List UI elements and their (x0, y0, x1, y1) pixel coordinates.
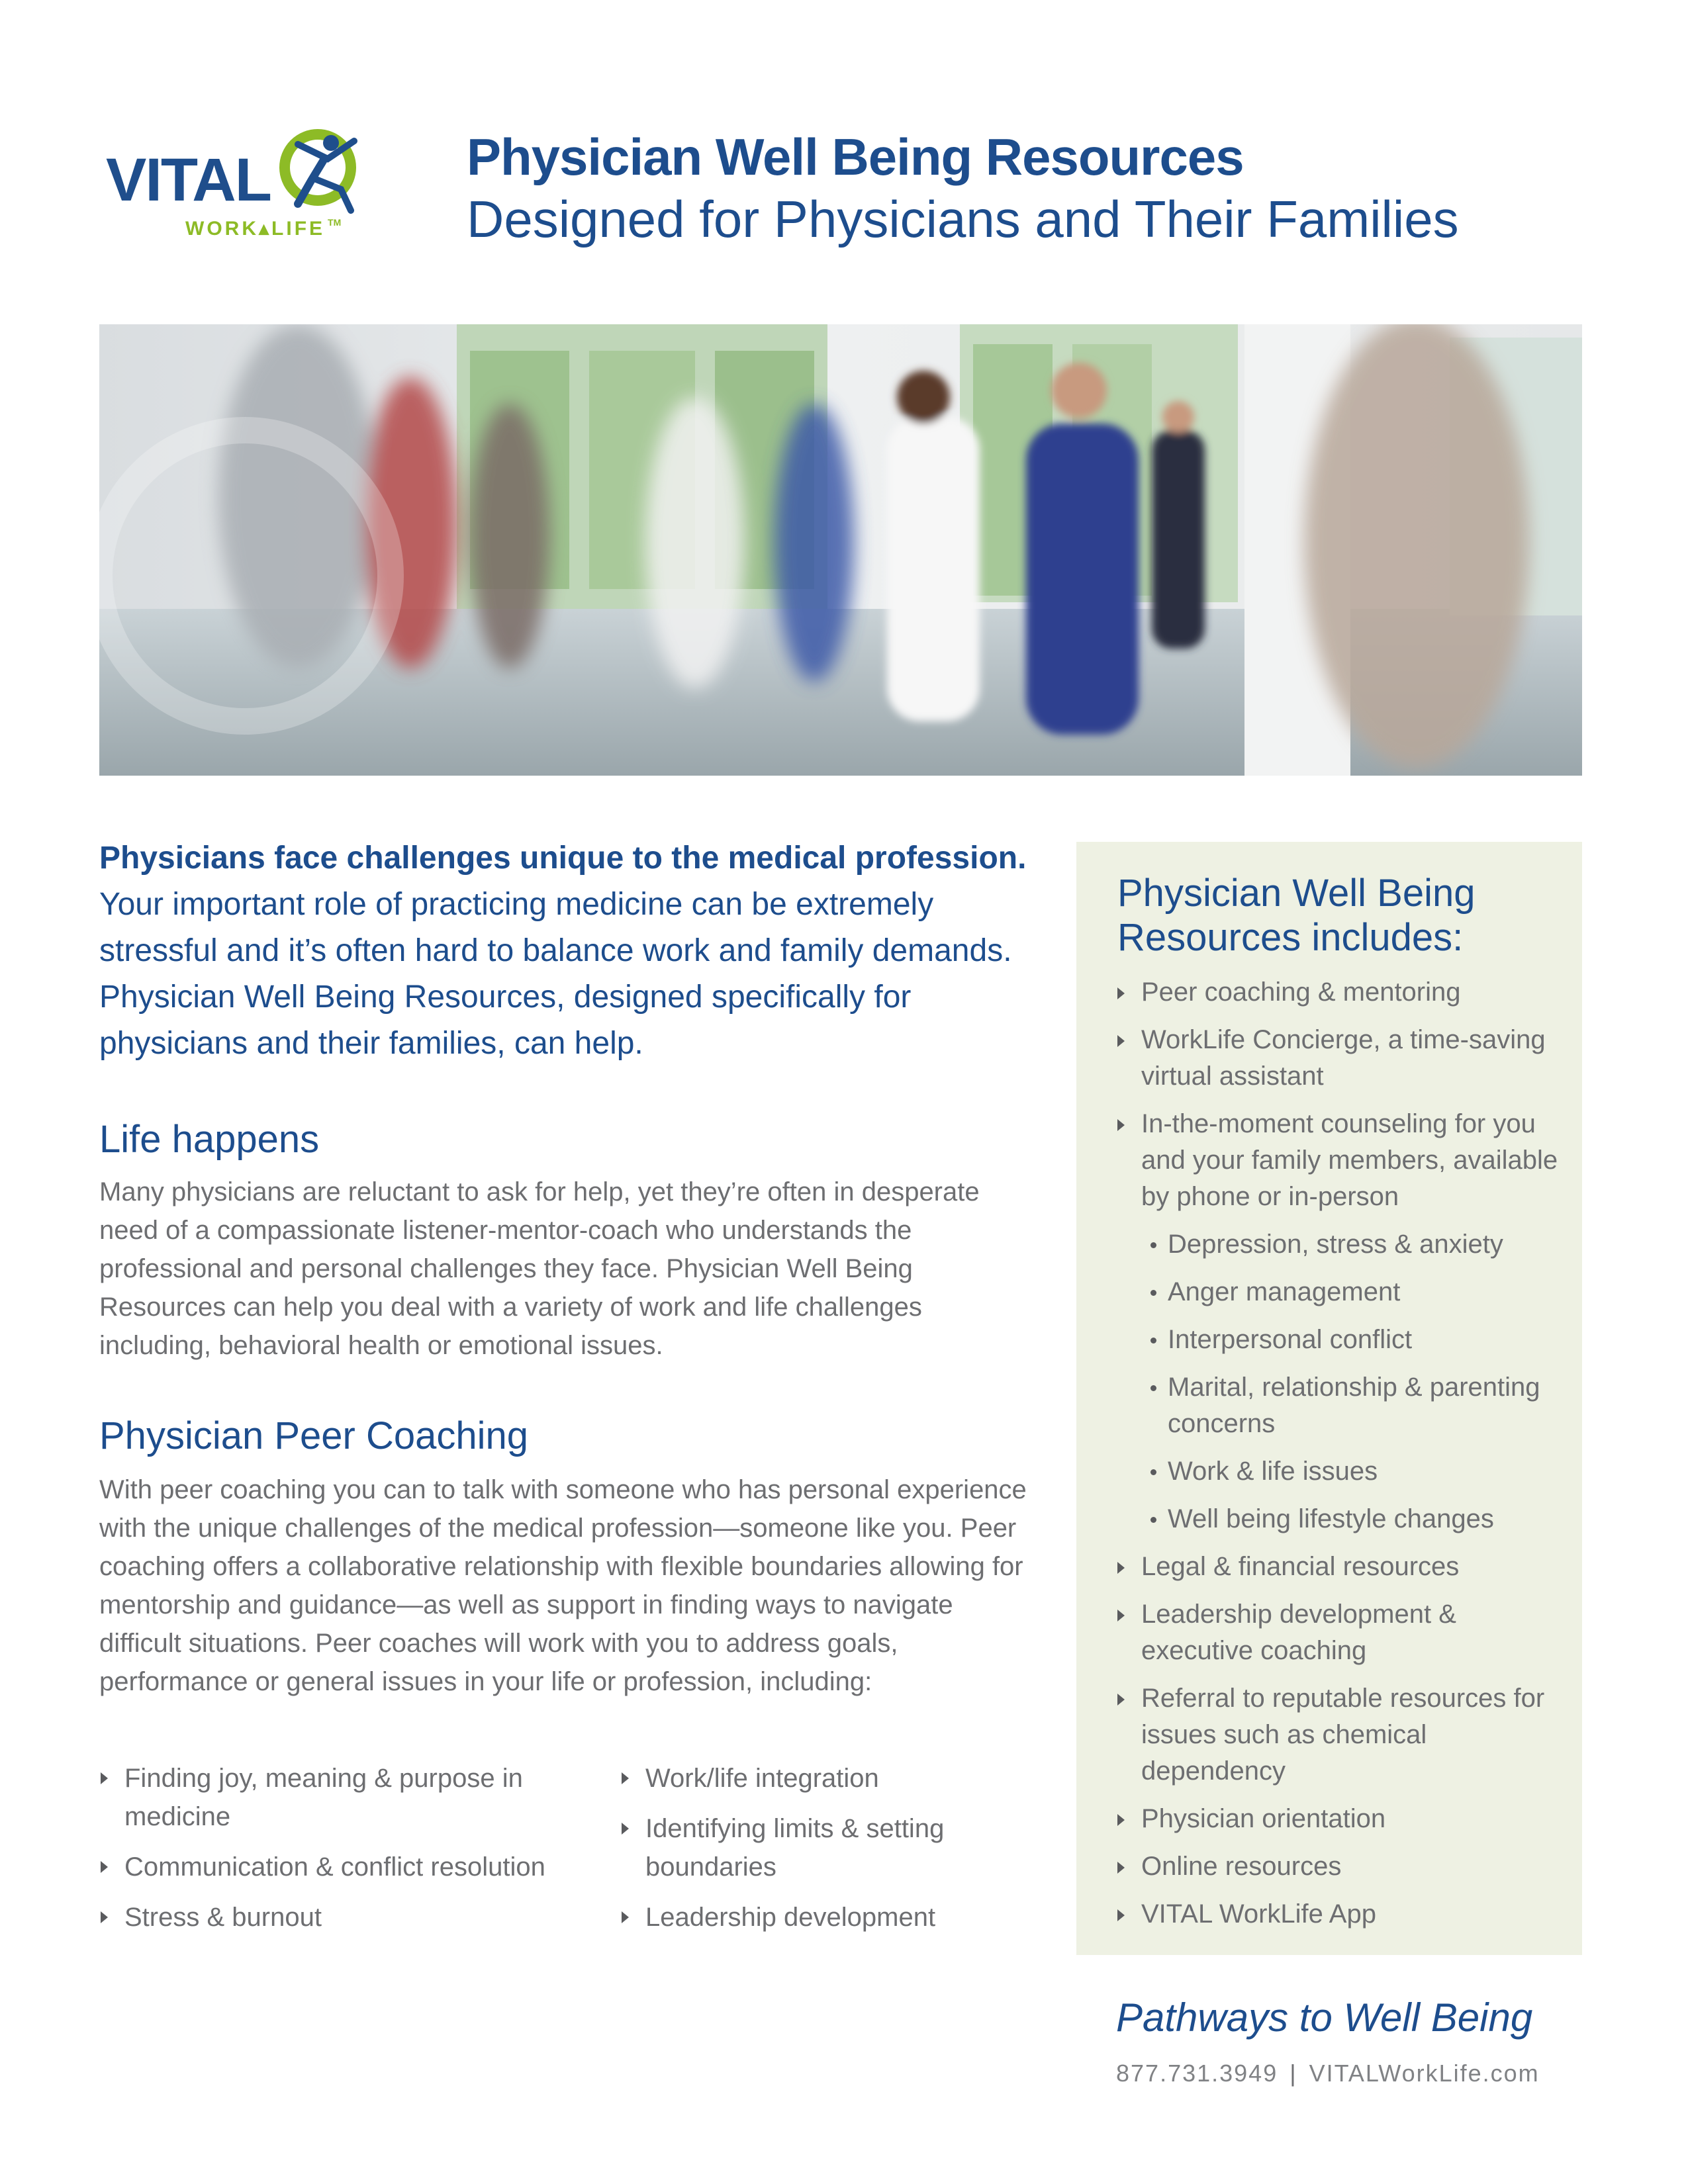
peer-coaching-heading: Physician Peer Coaching (99, 1414, 529, 1457)
dot-bullet-icon (1150, 1290, 1156, 1296)
sub-list-item: Work & life issues (1141, 1453, 1566, 1490)
triangle-bullet-icon (1117, 1119, 1125, 1131)
website-link[interactable]: VITALWorkLife.com (1309, 2060, 1540, 2087)
list-item: Communication & conflict resolution (99, 1848, 602, 1886)
list-item: Peer coaching & mentoring (1116, 974, 1566, 1011)
page-title: Physician Well Being Resources (467, 128, 1244, 186)
triangle-bullet-icon (101, 1861, 108, 1873)
peer-coaching-list-right (620, 1759, 1031, 1948)
peer-coaching-body: With peer coaching you can to talk with someone who has personal experience with the unique challenges of the medical profession—someone like you. Peer coaching offers a collaborative relationship with flexible boundaries allowing for mentorship and guidance—as well as support in finding ways to navigate difficult situations. Peer coaches will work with you to address goals, performance or general issues in your life or profession, including: (99, 1475, 1027, 1696)
triangle-bullet-icon (1117, 1694, 1125, 1706)
logo-wordmark: VITAL (106, 146, 271, 214)
list-item: VITAL WorkLife App (1116, 1896, 1566, 1933)
list-item: Legal & financial resources (1116, 1549, 1566, 1585)
triangle-bullet-icon (622, 1823, 629, 1835)
counseling-sublist (1141, 1226, 1566, 1537)
list-item: Referral to reputable resources for issues such as chemical dependency (1116, 1680, 1566, 1790)
logo-subbrand: WORK▴LIFE ™ (185, 217, 342, 240)
dot-bullet-icon (1150, 1242, 1156, 1248)
sub-list-item: Anger management (1141, 1274, 1566, 1310)
life-happens-body: Many physicians are reluctant to ask for help, yet they’re often in desperate need of a compassionate listener-mentor-coach who understands the professional and personal challenges they face. Physician Well Being Resources can help you deal with a variety of work and life challenges including, behavioral health or emotional issues. (99, 1177, 980, 1360)
sub-list-item: Interpersonal conflict (1141, 1322, 1566, 1358)
peer-coaching-list-left (99, 1759, 602, 1948)
tagline: Pathways to Well Being (1116, 1995, 1533, 2040)
triangle-bullet-icon (101, 1772, 108, 1784)
vital-worklife-logo (99, 118, 377, 240)
intro-paragraph (99, 835, 1039, 1067)
phone-number[interactable]: 877.731.3949 (1116, 2060, 1278, 2087)
intro-body: Your important role of practicing medicine can be extremely stressful and it’s often hard to balance work and family demands. Physician Well Being Resources, designed specifically for physicians and their families, can help. (99, 887, 1012, 1061)
triangle-bullet-icon (101, 1911, 108, 1923)
dot-bullet-icon (1150, 1517, 1156, 1523)
dot-bullet-icon (1150, 1338, 1156, 1343)
triangle-bullet-icon (1117, 1862, 1125, 1874)
dot-bullet-icon (1150, 1385, 1156, 1391)
triangle-bullet-icon (1117, 1909, 1125, 1921)
hospital-lobby-photo-icon (99, 324, 1582, 776)
list-item: WorkLife Concierge, a time-saving virtual assistant (1116, 1022, 1566, 1095)
sub-list-item: Well being lifestyle changes (1141, 1501, 1566, 1537)
sub-list-item: Marital, relationship & parenting concerns (1141, 1369, 1566, 1442)
list-item: Finding joy, meaning & purpose in medicine (99, 1759, 602, 1836)
hero-photo (99, 324, 1582, 776)
triangle-bullet-icon (622, 1911, 629, 1923)
triangle-bullet-icon (1117, 1562, 1125, 1574)
page-subtitle: Designed for Physicians and Their Families (467, 190, 1459, 248)
triangle-bullet-icon (622, 1772, 629, 1784)
triangle-bullet-icon (1117, 1814, 1125, 1826)
life-happens-heading: Life happens (99, 1118, 320, 1161)
list-item: Work/life integration (620, 1759, 1031, 1797)
dot-bullet-icon (1150, 1469, 1156, 1475)
list-item: Leadership development (620, 1898, 1031, 1936)
list-item: Physician orientation (1116, 1801, 1566, 1837)
triangle-bullet-icon (1117, 987, 1125, 999)
sidebar-heading: Physician Well Being Resources includes: (1117, 872, 1476, 959)
intro-lead: Physicians face challenges unique to the medical profession. (99, 841, 1027, 876)
separator: | (1289, 2060, 1297, 2087)
sub-list-item: Depression, stress & anxiety (1141, 1226, 1566, 1263)
list-item: Identifying limits & setting boundaries (620, 1809, 1031, 1886)
triangle-bullet-icon (1117, 1610, 1125, 1621)
contact-line (1116, 2060, 1540, 2087)
list-item: In-the-moment counseling for you and your family members, available by phone or in-person Depression, stress & anxiety Anger management Interpersonal conflict Marital, relationship & parenting concerns Work & life issues Well being lifestyle changes (1116, 1106, 1566, 1537)
list-item: Online resources (1116, 1848, 1566, 1885)
list-item: Stress & burnout (99, 1898, 602, 1936)
triangle-bullet-icon (1117, 1035, 1125, 1047)
list-item: Leadership development & executive coaching (1116, 1596, 1566, 1669)
sidebar-resources-list (1116, 974, 1566, 1944)
